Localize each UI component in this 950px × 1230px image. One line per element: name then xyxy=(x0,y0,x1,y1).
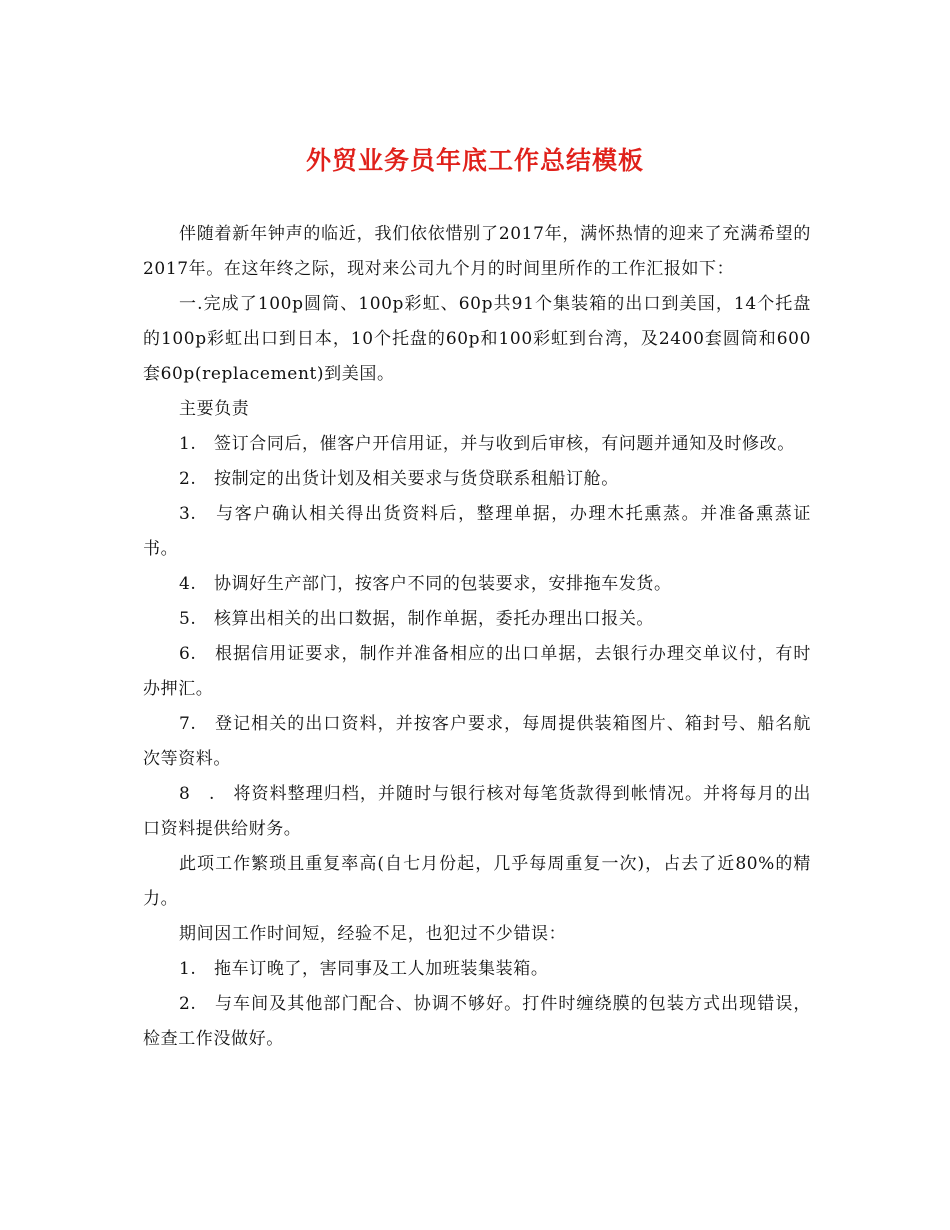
list-item: 5. 核算出相关的出口数据，制作单据，委托办理出口报关。 xyxy=(179,609,655,629)
paragraph-workload: 此项工作繁琐且重复率高(自七月份起，几乎每周重复一次)，占去了近80%的精力。 xyxy=(143,854,811,909)
list-item: 1. 签订合同后，催客户开信用证，并与收到后审核，有问题并通知及时修改。 xyxy=(179,434,795,454)
list-item: 6. 根据信用证要求，制作并准备相应的出口单据，去银行办理交单议付，有时办押汇。 xyxy=(143,644,811,699)
list-item: 2. 与车间及其他部门配合、协调不够好。打件时缠绕膜的包装方式出现错误，检查工作没做好。 xyxy=(143,994,811,1049)
list-item: 2. 按制定的出货计划及相关要求与货贷联系租船订舱。 xyxy=(179,469,619,489)
paragraph-responsibilities-heading: 主要负责 xyxy=(179,399,250,419)
paragraph-mistakes-heading: 期间因工作时间短，经验不足，也犯过不少错误： xyxy=(179,924,567,944)
list-item: 7. 登记相关的出口资料，并按客户要求，每周提供装箱图片、箱封号、船名航次等资料。 xyxy=(143,714,811,769)
document-title: 外贸业务员年底工作总结模板 xyxy=(305,146,644,175)
list-item: 8 . 将资料整理归档，并随时与银行核对每笔货款得到帐情况。并将每月的出口资料提供给财务。 xyxy=(143,784,811,839)
document-body xyxy=(143,217,811,1057)
paragraph-intro: 伴随着新年钟声的临近，我们依依惜别了2017年，满怀热情的迎来了充满希望的2017年。在这年终之际，现对来公司九个月的时间里所作的工作汇报如下： xyxy=(143,224,811,279)
paragraph-achievement: 一.完成了100p圆筒、100p彩虹、60p共91个集装箱的出口到美国，14个托盘的100p彩虹出口到日本，10个托盘的60p和100彩虹到台湾，及2400套圆筒和600套60p(replacement)到美国。 xyxy=(143,294,811,384)
list-item: 3. 与客户确认相关得出货资料后，整理单据，办理木托熏蒸。并准备熏蒸证书。 xyxy=(143,504,811,559)
list-item: 1. 拖车订晚了，害同事及工人加班装集装箱。 xyxy=(179,959,549,979)
list-item: 4. 协调好生产部门，按客户不同的包装要求，安排拖车发货。 xyxy=(179,574,672,594)
